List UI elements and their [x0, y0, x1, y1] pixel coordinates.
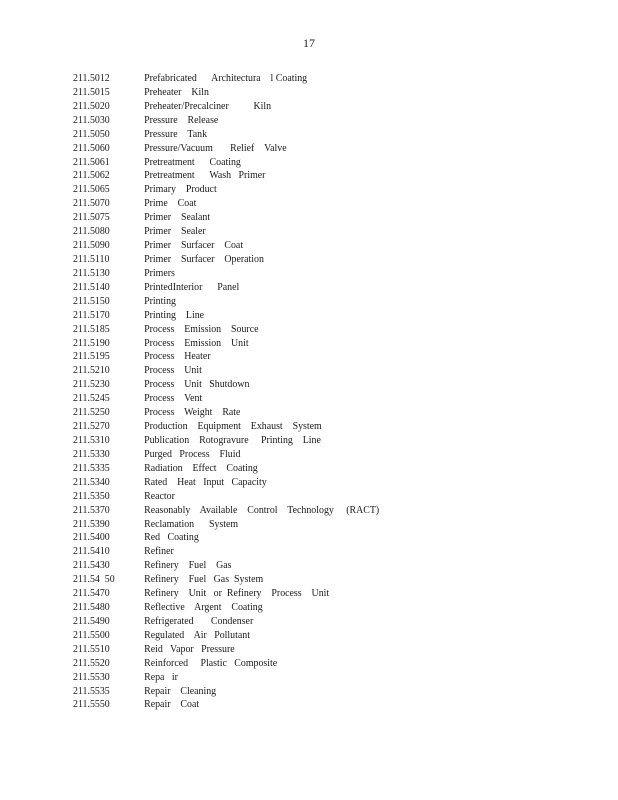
section-number: 211.5020	[73, 99, 110, 112]
defined-term: Process Heater	[144, 350, 211, 363]
section-number: 211.5490	[73, 614, 110, 627]
list-item	[73, 601, 379, 615]
section-number: 211.54 50	[73, 573, 115, 586]
defined-term: Reactor	[144, 489, 175, 502]
list-item	[73, 392, 379, 406]
section-number: 211.5110	[73, 252, 110, 265]
defined-term: Purged Process Fluid	[144, 447, 241, 460]
section-number: 211.5245	[73, 392, 110, 405]
list-item	[73, 142, 379, 156]
section-number: 211.5012	[73, 72, 110, 84]
section-number: 211.5090	[73, 239, 110, 252]
defined-term: Process Unit Shutdown	[144, 378, 250, 391]
list-item	[73, 100, 379, 114]
list-item	[73, 406, 379, 420]
defined-term: Process Emission Unit	[144, 336, 249, 349]
defined-term: Prime Coat	[144, 197, 197, 210]
list-item	[73, 490, 379, 504]
list-item	[73, 309, 379, 323]
list-item	[73, 671, 379, 685]
section-number: 211.5185	[73, 322, 110, 335]
section-number: 211.5060	[73, 141, 110, 154]
section-number: 211.5335	[73, 461, 110, 474]
section-number: 211.5062	[73, 169, 110, 182]
section-number: 211.5350	[73, 489, 110, 502]
section-number: 211.5330	[73, 447, 110, 460]
list-item	[73, 350, 379, 364]
list-item	[73, 698, 379, 712]
defined-term: Refinery Fuel Gas	[144, 559, 232, 572]
defined-term: Primer Surfacer Operation	[144, 252, 264, 265]
section-number: 211.5170	[73, 308, 110, 321]
list-item	[73, 685, 379, 699]
list-item	[73, 183, 379, 197]
list-item	[73, 448, 379, 462]
defined-term: Process Unit	[144, 364, 202, 377]
defined-term: Process Vent	[144, 392, 203, 405]
defined-term: Prefabricated Architectura l Coating	[144, 72, 308, 84]
section-number: 211.5400	[73, 531, 110, 544]
defined-term: Red Coating	[144, 531, 199, 544]
list-item	[73, 573, 379, 587]
section-number: 211.5230	[73, 378, 110, 391]
defined-term: Refrigerated Condenser	[144, 614, 254, 627]
section-number: 211.5550	[73, 698, 110, 711]
section-number: 211.5530	[73, 670, 110, 683]
list-item	[73, 559, 379, 573]
list-item	[73, 518, 379, 532]
section-number: 211.5370	[73, 503, 110, 516]
section-number: 211.5015	[73, 85, 110, 98]
list-item	[73, 420, 379, 434]
defined-term: Refinery Fuel Gas System	[144, 573, 264, 586]
defined-term: Preheater Kiln	[144, 85, 209, 98]
list-item	[73, 378, 379, 392]
section-number: 211.5065	[73, 183, 110, 196]
list-item	[73, 545, 379, 559]
section-number: 211.5430	[73, 559, 110, 572]
page-number: 17	[303, 36, 315, 50]
list-item	[73, 295, 379, 309]
section-number: 211.5250	[73, 406, 110, 419]
list-item	[73, 239, 379, 253]
defined-term: Repair Coat	[144, 698, 200, 711]
list-item	[73, 629, 379, 643]
section-number: 211.5390	[73, 517, 110, 530]
defined-term: Refiner	[144, 545, 174, 558]
section-number: 211.5150	[73, 294, 110, 307]
defined-term: Pressure Tank	[144, 127, 208, 140]
defined-term: Repair Cleaning	[144, 684, 217, 697]
defined-term: PrintedInterior Panel	[144, 280, 240, 293]
section-number: 211.5310	[73, 433, 110, 446]
section-number: 211.5270	[73, 420, 110, 433]
defined-term: Pressure Release	[144, 113, 219, 126]
list-item	[73, 114, 379, 128]
defined-term: Process Weight Rate	[144, 406, 241, 419]
defined-term: Primer Sealer	[144, 225, 206, 238]
list-item	[73, 587, 379, 601]
list-item	[73, 337, 379, 351]
defined-term: Reinforced Plastic Composite	[144, 656, 278, 669]
section-number: 211.5190	[73, 336, 110, 349]
section-number: 211.5050	[73, 127, 110, 140]
defined-term: Rated Heat Input Capacity	[144, 475, 267, 488]
list-item	[73, 323, 379, 337]
list-item	[73, 462, 379, 476]
defined-term: Pressure/Vacuum Relief Valve	[144, 141, 287, 154]
defined-term: Primer Surfacer Coat	[144, 239, 244, 252]
section-number: 211.5510	[73, 642, 110, 655]
section-number: 211.5470	[73, 587, 110, 600]
list-item	[73, 128, 379, 142]
list-item	[73, 364, 379, 378]
defined-term: Reclamation System	[144, 517, 239, 530]
defined-term: Primer Sealant	[144, 211, 211, 224]
list-item	[73, 169, 379, 183]
defined-term: Reid Vapor Pressure	[144, 642, 235, 655]
list-item	[73, 615, 379, 629]
section-number: 211.5061	[73, 155, 110, 168]
defined-term: Primary Product	[144, 183, 217, 196]
list-item	[73, 476, 379, 490]
section-number: 211.5070	[73, 197, 110, 210]
defined-term: Repa ir	[144, 670, 178, 683]
list-item	[73, 531, 379, 545]
section-number: 211.5210	[73, 364, 110, 377]
list-item	[73, 197, 379, 211]
defined-term: Printing	[144, 294, 177, 307]
defined-term: Production Equipment Exhaust System	[144, 420, 322, 433]
list-item	[73, 253, 379, 267]
list-item	[73, 281, 379, 295]
section-number: 211.5535	[73, 684, 110, 697]
section-number: 211.5130	[73, 266, 110, 279]
defined-term: Printing Line	[144, 308, 205, 321]
list-item	[73, 72, 379, 86]
definitions-list	[73, 72, 413, 712]
section-number: 211.5030	[73, 113, 110, 126]
section-number: 211.5080	[73, 225, 110, 238]
defined-term: Refinery Unit or Refinery Process Unit	[144, 587, 330, 600]
section-number: 211.5520	[73, 656, 110, 669]
list-item	[73, 643, 379, 657]
section-number: 211.5340	[73, 475, 110, 488]
list-item	[73, 211, 379, 225]
defined-term: Process Emission Source	[144, 322, 259, 335]
defined-term: Regulated Air Pollutant	[144, 628, 250, 641]
list-item	[73, 434, 379, 448]
list-item	[73, 504, 379, 518]
list-item	[73, 156, 379, 170]
defined-term: Publication Rotogravure Printing Line	[144, 433, 321, 446]
list-item	[73, 225, 379, 239]
defined-term: Pretreatment Coating	[144, 155, 241, 168]
section-number: 211.5195	[73, 350, 110, 363]
section-number: 211.5410	[73, 545, 110, 558]
section-number: 211.5500	[73, 628, 110, 641]
defined-term: Reflective Argent Coating	[144, 601, 263, 614]
list-item	[73, 657, 379, 671]
section-number: 211.5075	[73, 211, 110, 224]
defined-term: Primers	[144, 266, 175, 279]
list-item	[73, 86, 379, 100]
defined-term: Reasonably Available Control Technology (RACT)	[144, 503, 380, 516]
defined-term: Radiation Effect Coating	[144, 461, 258, 474]
section-number: 211.5140	[73, 280, 110, 293]
section-number: 211.5480	[73, 601, 110, 614]
list-item	[73, 267, 379, 281]
defined-term: Preheater/Precalciner Kiln	[144, 99, 272, 112]
defined-term: Pretreatment Wash Primer	[144, 169, 266, 182]
